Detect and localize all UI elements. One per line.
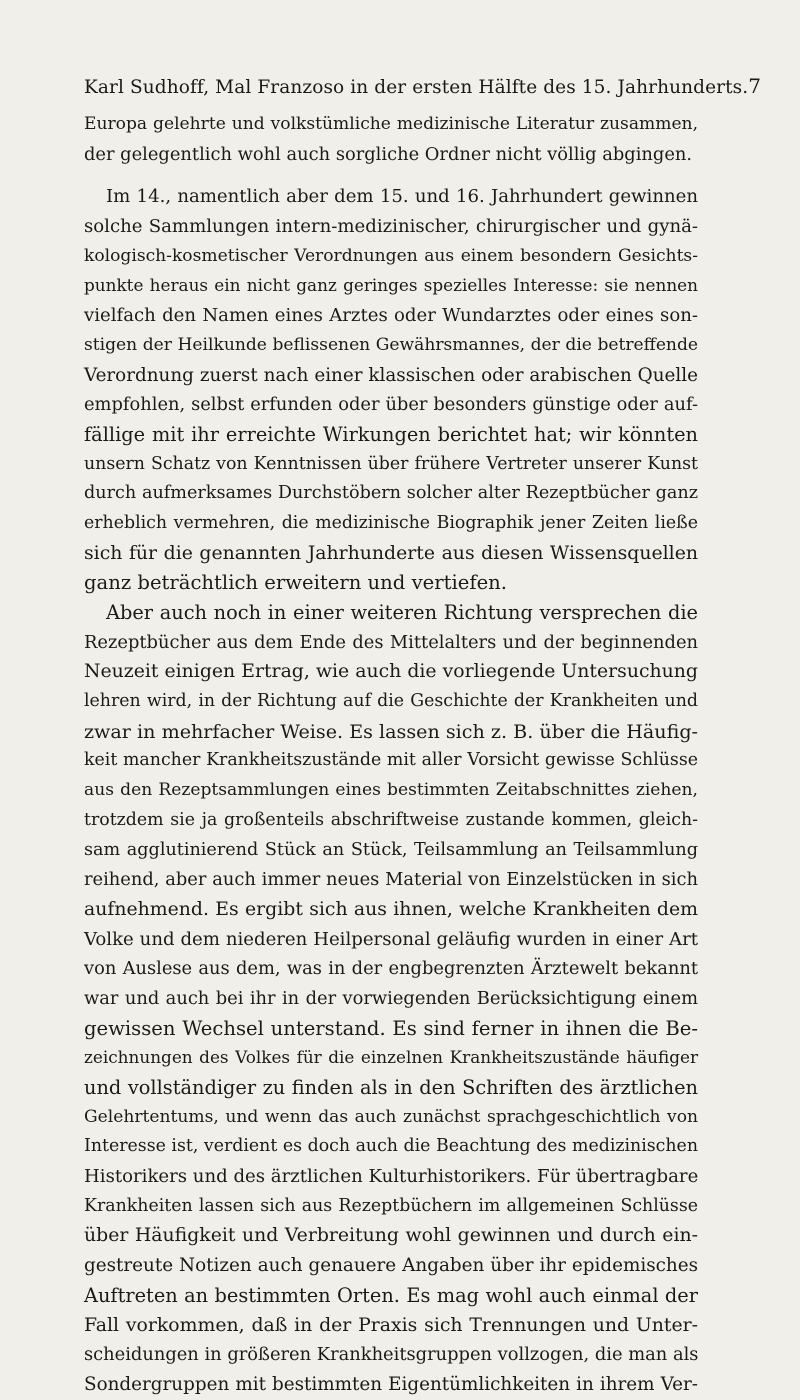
text-line: aufnehmend. Es ergibt sich aus ihnen, welche Krankheiten dem: [84, 898, 698, 920]
text-line: erheblich vermehren, die medizinische Biographik jener Zeiten ließe: [84, 512, 698, 533]
text-line: gewissen Wechsel unterstand. Es sind ferner in ihnen die Be-: [84, 1016, 698, 1040]
text-line: lehren wird, in der Richtung auf die Geschichte der Krankheiten und: [84, 691, 698, 712]
body-text: [84, 110, 698, 1400]
text-line: Historikers und des ärztlichen Kulturhistorikers. Für übertragbare: [84, 1166, 699, 1188]
text-line: Fall vorkommen, daß in der Praxis sich Trennungen und Unter-: [84, 1314, 698, 1336]
text-line: war und auch bei ihr in der vorwiegenden Berücksichtigung einem: [84, 987, 698, 1009]
text-line: Neuzeit einigen Ertrag, wie auch die vorliegende Untersuchung: [84, 661, 698, 683]
paragraph-1: [84, 110, 698, 169]
text-line: zeichnungen des Volkes für die einzelnen Krankheitszustände häufiger: [84, 1047, 698, 1068]
text-line: vielfach den Namen eines Arztes oder Wundarztes oder eines son-: [84, 305, 698, 327]
text-line: Sondergruppen mit bestimmten Eigentümlichkeiten in ihrem Ver-: [84, 1373, 698, 1395]
text-line: solche Sammlungen intern-medizinischer, chirurgischer und gynä-: [84, 216, 698, 238]
running-head: [84, 72, 761, 100]
text-line: gestreute Notizen auch genauere Angaben über ihr epidemisches: [84, 1255, 698, 1277]
paragraph-2: [84, 182, 698, 598]
text-line: empfohlen, selbst erfunden oder über besonders günstige oder auf-: [84, 394, 698, 416]
text-line: zwar in mehrfacher Weise. Es lassen sich z. B. über die Häufig-: [84, 719, 698, 743]
text-line: von Auslese aus dem, was in der engbegrenzten Ärztewelt bekannt: [84, 958, 698, 980]
running-title: Karl Sudhoff, Mal Franzoso in der ersten Hälfte des 15. Jahrhunderts.: [84, 77, 749, 98]
text-line: sich für die genannten Jahrhunderte aus diesen Wissensquellen: [84, 542, 698, 564]
text-line: sam agglutinierend Stück an Stück, Teilsammlung an Teilsammlung: [84, 839, 698, 860]
text-line: keit mancher Krankheitszustände mit aller Vorsicht gewisse Schlüsse: [84, 750, 698, 771]
text-line: stigen der Heilkunde beflissenen Gewährsmannes, der die betreffende: [84, 334, 698, 355]
text-line: durch aufmerksames Durchstöbern solcher alter Rezeptbücher ganz: [84, 483, 698, 504]
text-line: über Häufigkeit und Verbreitung wohl gewinnen und durch ein-: [84, 1225, 698, 1247]
text-line: Aber auch noch in einer weiteren Richtung versprechen die: [106, 601, 698, 624]
text-line: kologisch-kosmetischer Verordnungen aus einem besondern Gesichts-: [84, 245, 698, 266]
text-line: punkte heraus ein nicht ganz geringes spezielles Interesse: sie nennen: [84, 275, 698, 296]
text-line: Auftreten an bestimmten Orten. Es mag wohl auch einmal der: [84, 1283, 698, 1307]
text-line: der gelegentlich wohl auch sorgliche Ordner nicht völlig abgingen.: [84, 143, 693, 165]
text-line: Volke und dem niederen Heilpersonal geläufig wurden in einer Art: [84, 928, 698, 950]
text-line: unsern Schatz von Kenntnissen über frühere Vertreter unserer Kunst: [84, 453, 698, 474]
text-line: Im 14., namentlich aber dem 15. und 16. Jahrhundert gewinnen: [106, 186, 698, 208]
paragraph-3: [84, 598, 698, 1400]
text-line: und vollständiger zu finden als in den Schriften des ärztlichen: [84, 1076, 698, 1099]
text-line: trotzdem sie ja großenteils abschriftweise zustande kommen, gleich-: [84, 809, 698, 830]
text-line: aus den Rezeptsammlungen eines bestimmten Zeitabschnittes ziehen,: [84, 780, 698, 801]
page-number: 7: [748, 74, 761, 98]
text-line: Verordnung zuerst nach einer klassischen oder arabischen Quelle: [84, 364, 698, 386]
text-line: Europa gelehrte und volkstümliche medizinische Literatur zusammen,: [84, 114, 698, 134]
text-line: reihend, aber auch immer neues Material von Einzelstücken in sich: [84, 869, 698, 891]
text-line: Interesse ist, verdient es doch auch die Beachtung des medizinischen: [84, 1136, 698, 1157]
text-line: ganz beträchtlich erweitern und vertiefen.: [84, 571, 508, 595]
text-line: Gelehrtentums, und wenn das auch zunächst sprachgeschichtlich von: [84, 1106, 698, 1127]
text-line: scheidungen in größeren Krankheitsgruppen vollzogen, die man als: [84, 1344, 699, 1366]
text-line: Rezeptbücher aus dem Ende des Mittelalters und der beginnenden: [84, 631, 698, 653]
text-line: fällige mit ihr erreichte Wirkungen berichtet hat; wir könnten: [84, 422, 698, 446]
text-line: Krankheiten lassen sich aus Rezeptbüchern im allgemeinen Schlüsse: [84, 1195, 698, 1216]
